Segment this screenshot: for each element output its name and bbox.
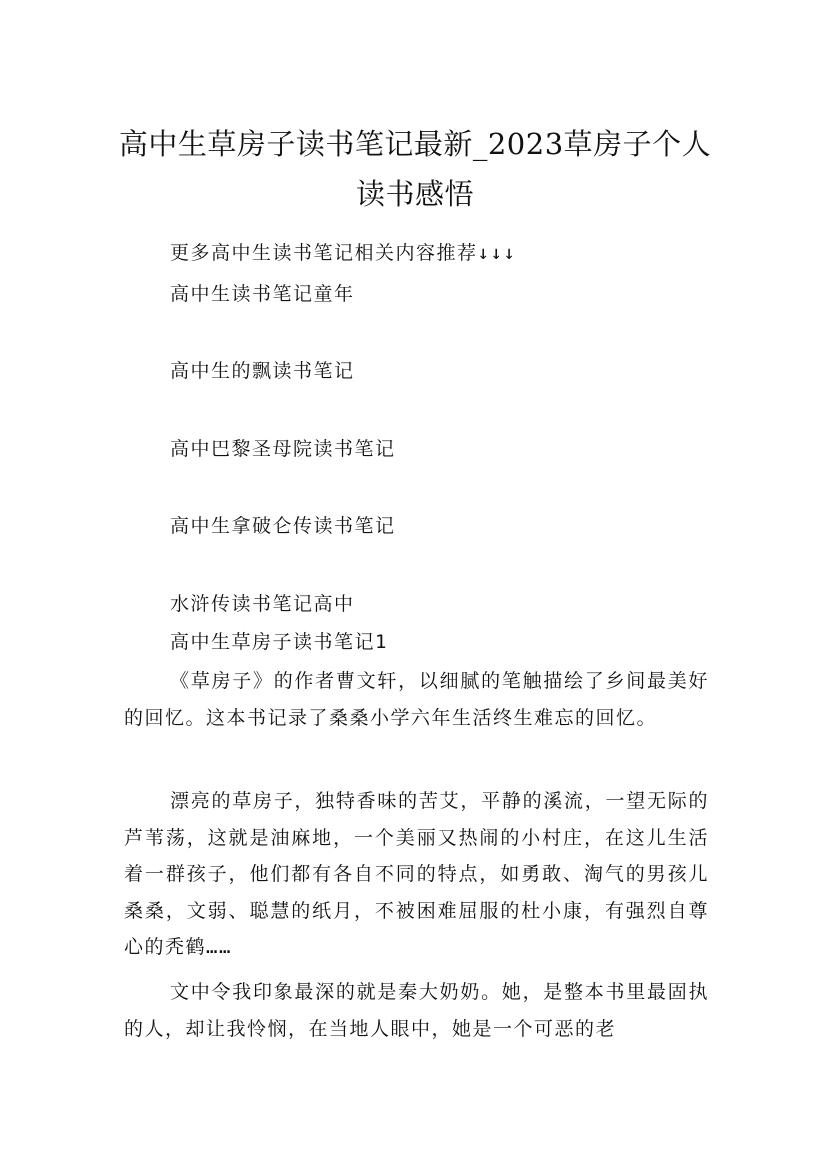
- recommend-intro: 更多高中生读书笔记相关内容推荐↓↓↓: [170, 242, 517, 264]
- related-link-3[interactable]: 高中巴黎圣母院读书笔记: [170, 438, 396, 460]
- related-link-2[interactable]: 高中生的飘读书笔记: [170, 360, 355, 382]
- section-heading: 高中生草房子读书笔记1: [170, 631, 388, 653]
- related-link-5[interactable]: 水浒传读书笔记高中: [170, 593, 355, 615]
- related-link-4[interactable]: 高中生拿破仑传读书笔记: [170, 515, 396, 537]
- paragraph-1: 《草房子》的作者曹文轩，以细腻的笔触描绘了乡间最美好的回忆。这本书记录了桑桑小学六年生活终生难忘的回忆。: [124, 670, 709, 729]
- paragraph-3: 文中令我印象最深的就是秦大奶奶。她，是整本书里最固执的人，却让我怜悯，在当地人眼中，她是一个可恶的老: [124, 981, 709, 1040]
- related-link-1[interactable]: 高中生读书笔记童年: [170, 283, 355, 305]
- document-title: 高中生草房子读书笔记最新_2023草房子个人读书感悟: [118, 127, 712, 212]
- paragraph-2: 漂亮的草房子，独特香味的苦艾，平静的溪流，一望无际的芦苇荡，这就是油麻地，一个美丽又热闹的小村庄，在这儿生活着一群孩子，他们都有各自不同的特点，如勇敢、淘气的男孩儿桑桑，文弱、聪慧的纸月，不被困难屈服的杜小康，有强烈自尊心的秃鹤……: [124, 790, 709, 958]
